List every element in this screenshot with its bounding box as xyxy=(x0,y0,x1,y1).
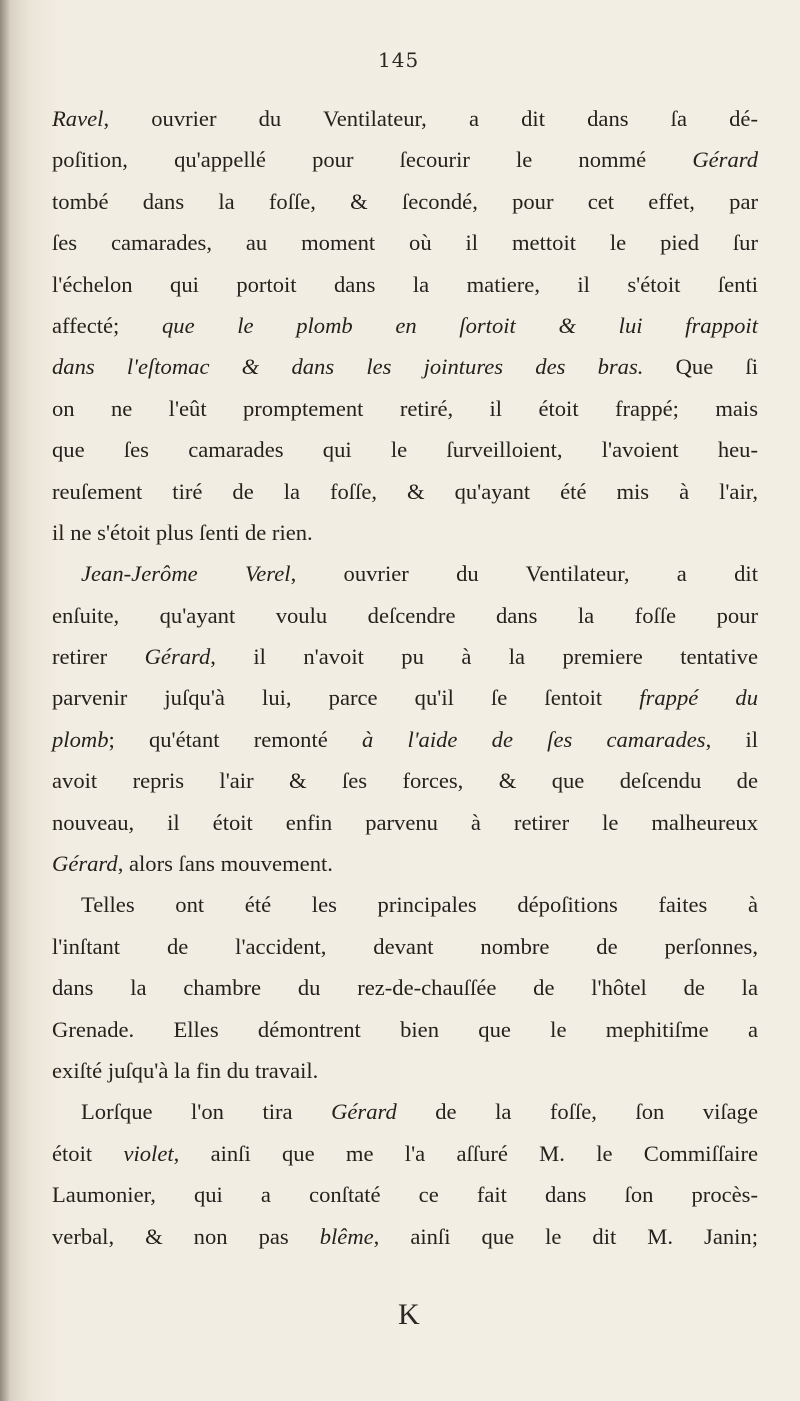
text-run: tombé dans la foſſe, & ſecondé, pour cet effet, par xyxy=(52,188,758,214)
text-line xyxy=(52,139,758,180)
text-run: avoit repris l'air & ſes forces, & que deſcendu de xyxy=(52,768,758,794)
italic-text: Gérard xyxy=(52,851,118,877)
text-run: Lorſque l'on tira xyxy=(81,1099,332,1125)
text-line xyxy=(52,1133,758,1174)
text-run: poſition, qu'appellé pour ſecourir le nommé xyxy=(52,147,693,173)
text-line xyxy=(52,388,758,429)
italic-text: Jean-Jerôme Verel xyxy=(81,561,291,587)
text-run: on ne l'eût promptement retiré, il étoit frappé; mais xyxy=(52,395,758,421)
italic-text: Gérard xyxy=(144,644,211,670)
text-run: , ainſi que le dit M. Janin; xyxy=(373,1223,759,1249)
text-line xyxy=(52,429,758,470)
text-line xyxy=(52,636,758,677)
text-run: ; qu'étant remonté xyxy=(108,726,362,752)
text-run: Telles ont été les principales dépoſitions faites à xyxy=(81,892,758,918)
italic-text: Gérard xyxy=(692,147,758,173)
text-line xyxy=(52,1216,758,1257)
text-run: Que ſi xyxy=(643,354,758,380)
italic-text: Gérard xyxy=(331,1099,397,1125)
text-run: dans la chambre du rez-de-chauſſée de l'hôtel de la xyxy=(52,975,758,1001)
text-line xyxy=(52,98,758,139)
text-line xyxy=(52,181,758,222)
text-line xyxy=(52,222,758,263)
italic-text: dans l'eſtomac & dans les jointures des bras. xyxy=(52,354,644,380)
text-run: de la foſſe, ſon viſage xyxy=(396,1099,758,1125)
text-run: nouveau, il étoit enfin parvenu à retirer le malheureux xyxy=(52,809,758,835)
text-line xyxy=(52,719,758,760)
text-line xyxy=(52,471,758,512)
text-line xyxy=(52,884,758,925)
text-run: , il xyxy=(705,726,759,752)
body-text xyxy=(52,98,758,1257)
text-run: verbal, & non pas xyxy=(52,1223,320,1249)
text-run: , alors ſans mouvement. xyxy=(117,851,333,877)
text-run: ſes camarades, au moment où il mettoit le pied ſur xyxy=(52,230,758,256)
text-line xyxy=(52,760,758,801)
text-line xyxy=(52,553,758,594)
text-line xyxy=(52,264,758,305)
text-line xyxy=(52,802,758,843)
text-line xyxy=(52,595,758,636)
text-line xyxy=(52,512,758,553)
text-line xyxy=(52,967,758,1008)
text-run: l'inſtant de l'accident, devant nombre de perſonnes, xyxy=(52,933,758,959)
text-run: l'échelon qui portoit dans la matiere, il s'étoit ſenti xyxy=(52,271,758,297)
text-run: reuſement tiré de la foſſe, & qu'ayant été mis à l'air, xyxy=(52,478,758,504)
text-run: parvenir juſqu'à lui, parce qu'il ſe ſentoit xyxy=(52,685,640,711)
italic-text: blême xyxy=(319,1223,374,1249)
binding-gutter xyxy=(0,0,10,1401)
text-run: , il n'avoit pu à la premiere tentative xyxy=(210,644,758,670)
italic-text: frappé du xyxy=(639,685,758,711)
text-run: étoit xyxy=(52,1140,124,1166)
text-line xyxy=(52,926,758,967)
text-run: retirer xyxy=(52,644,145,670)
italic-text: plomb xyxy=(52,726,109,752)
text-run: que ſes camarades qui le ſurveilloient, l'avoient heu- xyxy=(52,437,758,463)
italic-text: à l'aide de ſes camarades xyxy=(361,726,706,752)
signature-mark: K xyxy=(398,1298,420,1331)
text-line xyxy=(52,1050,758,1091)
text-run: , ouvrier du Ventilateur, a dit dans ſa dé- xyxy=(103,106,758,131)
text-run: Grenade. Elles démontrent bien que le mephitiſme a xyxy=(52,1016,758,1042)
text-run: il ne s'étoit plus ſenti de rien. xyxy=(52,519,313,545)
text-run: exiſté juſqu'à la fin du travail. xyxy=(52,1057,319,1083)
text-line xyxy=(52,843,758,884)
italic-text: que le plomb en ſortoit & lui frappoit xyxy=(161,312,758,338)
text-run: Laumonier, qui a conſtaté ce fait dans ſon procès- xyxy=(52,1182,758,1208)
italic-text: Ravel xyxy=(52,106,104,131)
text-run: affecté; xyxy=(52,312,162,338)
text-line xyxy=(52,346,758,387)
text-line xyxy=(52,305,758,346)
text-run: , ainſi que me l'a aſſuré M. le Commiſſaire xyxy=(173,1140,758,1166)
text-line xyxy=(52,1009,758,1050)
page-number: 145 xyxy=(378,48,420,72)
italic-text: violet xyxy=(123,1140,174,1166)
text-line xyxy=(52,1091,758,1132)
text-line xyxy=(52,677,758,718)
text-run: , ouvrier du Ventilateur, a dit xyxy=(290,561,758,587)
text-run: enſuite, qu'ayant voulu deſcendre dans la foſſe pour xyxy=(52,602,758,628)
text-line xyxy=(52,1174,758,1215)
